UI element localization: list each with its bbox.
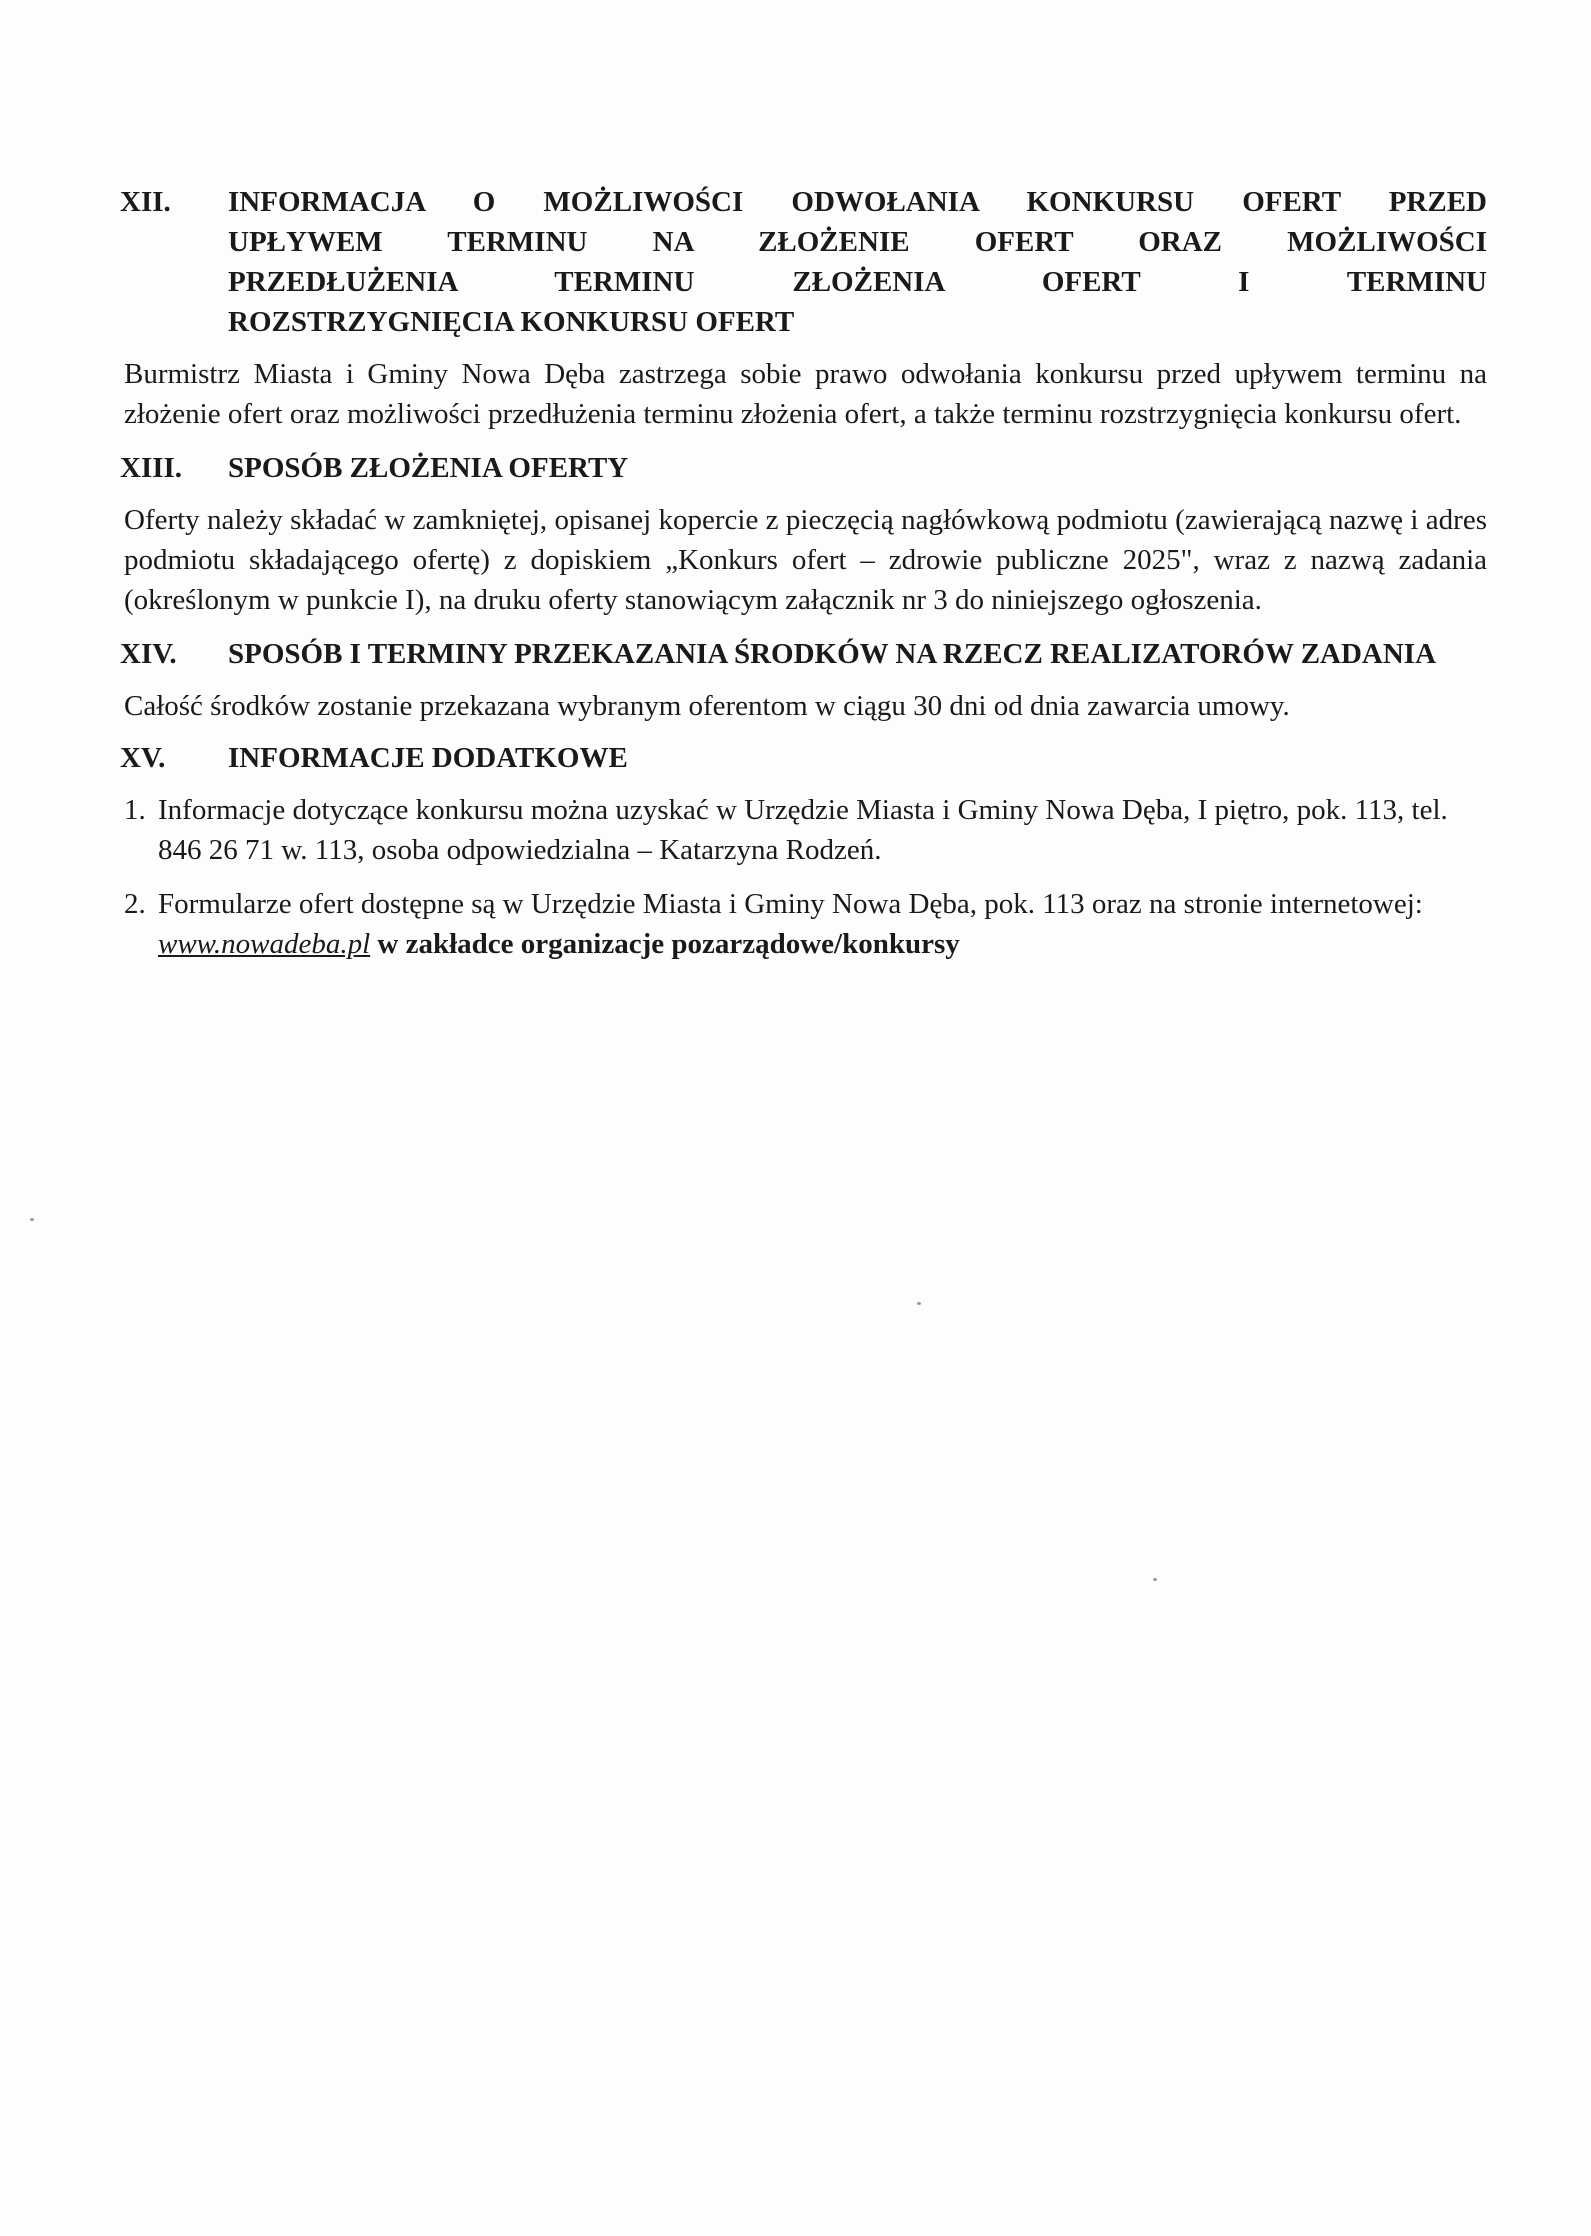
section-heading: [112, 448, 1487, 488]
section-body: Burmistrz Miasta i Gminy Nowa Dęba zastrzega sobie prawo odwołania konkursu przed upływem terminu na złożenie ofert oraz możliwości przedłużenia terminu złożenia ofert, a także terminu rozstrzygnięcia konkursu ofert.: [124, 358, 1487, 430]
section-title: SPOSÓB ZŁOŻENIA OFERTY: [228, 452, 629, 484]
section-number: XV.: [120, 742, 166, 774]
info-list: [112, 790, 1487, 964]
scan-speck: [30, 1218, 34, 1221]
list-item-text-end: w zakładce organizacje pozarządowe/konkursy: [370, 928, 960, 960]
section-title: [228, 182, 1487, 342]
section-heading: [112, 182, 1487, 342]
scan-speck: [1153, 1578, 1157, 1581]
section-number: XIV.: [120, 638, 177, 670]
section-xiv: [112, 634, 1487, 726]
list-item-text-start: Formularze ofert dostępne są w Urzędzie Miasta i Gminy Nowa Dęba, pok. 113 oraz na stronie internetowej:: [158, 888, 1423, 920]
list-item: [112, 884, 1487, 964]
section-title-line: PRZEDŁUŻENIA TERMINU ZŁOŻENIA OFERT I TERMINU: [228, 266, 1487, 298]
section-heading: [112, 738, 1487, 778]
section-heading: [112, 634, 1487, 674]
list-item-text: [158, 884, 1487, 964]
list-item-text: Informacje dotyczące konkursu można uzyskać w Urzędzie Miasta i Gminy Nowa Dęba, I piętro, pok. 113, tel. 846 26 71 w. 113, osoba odpowiedzialna – Katarzyna Rodzeń.: [158, 794, 1448, 866]
section-title-line: INFORMACJA O MOŻLIWOŚCI ODWOŁANIA KONKURSU OFERT PRZED: [228, 186, 1487, 218]
list-item-number: 1.: [124, 794, 146, 826]
list-item: [112, 790, 1487, 870]
section-title: SPOSÓB I TERMINY PRZEKAZANIA ŚRODKÓW NA RZECZ REALIZATORÓW ZADANIA: [228, 638, 1437, 670]
section-number: XII.: [120, 186, 171, 218]
website-link[interactable]: www.nowadeba.pl: [158, 928, 371, 960]
section-number: XIII.: [120, 452, 183, 484]
section-body: Całość środków zostanie przekazana wybranym oferentom w ciągu 30 dni od dnia zawarcia umowy.: [124, 690, 1290, 722]
section-title-line: UPŁYWEM TERMINU NA ZŁOŻENIE OFERT ORAZ MOŻLIWOŚCI: [228, 226, 1487, 258]
scan-speck: [917, 1302, 921, 1305]
section-xii: [112, 182, 1487, 434]
section-xiii: [112, 448, 1487, 620]
list-item-number: 2.: [124, 888, 146, 920]
section-title-line: ROZSTRZYGNIĘCIA KONKURSU OFERT: [228, 306, 795, 338]
section-body: Oferty należy składać w zamkniętej, opisanej kopercie z pieczęcią nagłówkową podmiotu (zawierającą nazwę i adres podmiotu składającego ofertę) z dopiskiem „Konkurs ofert – zdrowie publiczne 2025", wraz z nazwą zadania (określonym w punkcie I), na druku oferty stanowiącym załącznik nr 3 do niniejszego ogłoszenia.: [124, 504, 1487, 616]
section-title: INFORMACJE DODATKOWE: [228, 742, 628, 774]
section-xv: [112, 738, 1487, 964]
document-content: [112, 182, 1487, 978]
